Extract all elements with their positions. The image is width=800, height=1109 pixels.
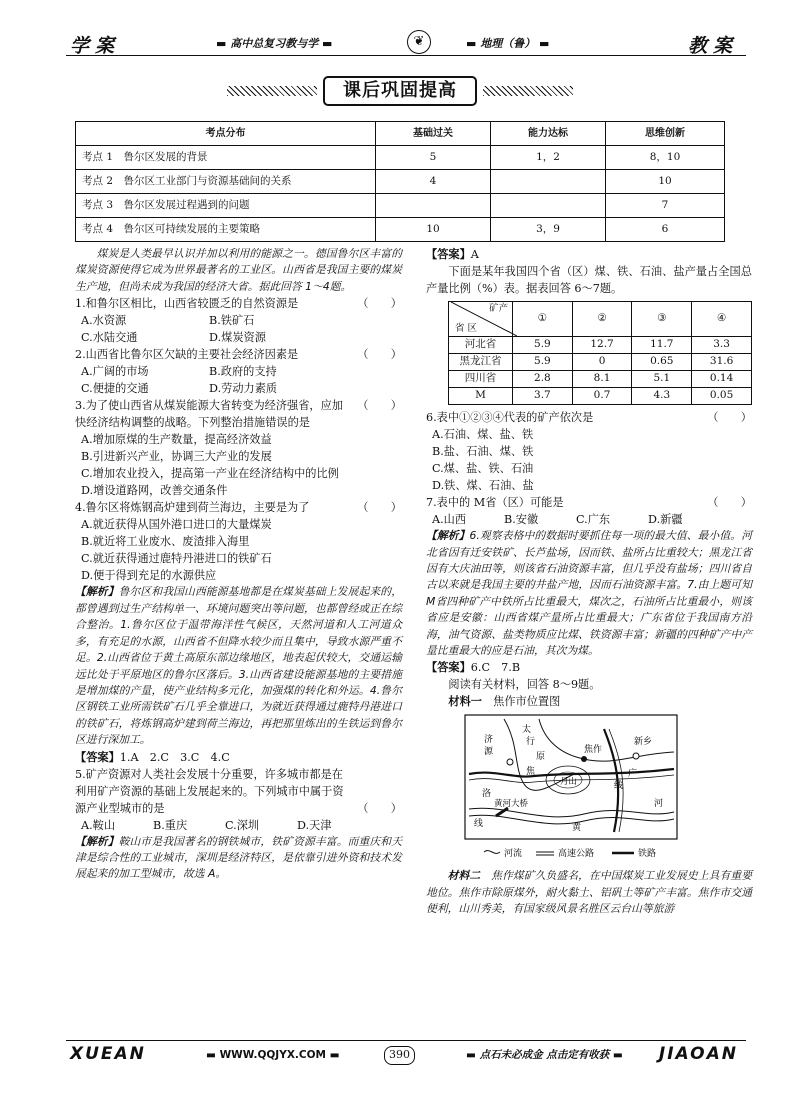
table-cell: 考点 2 鲁尔区工业部门与资源基础间的关系 [76,170,376,194]
corner-label-top: 矿产 [489,303,509,315]
answer-6-7 [426,659,752,676]
book-logo-icon: ❦ [407,30,431,54]
table-cell: 12.7 [572,337,632,354]
table-cell: M [449,388,513,405]
answer-blank: （ ） [707,496,752,510]
svg-text:黄河大桥: 黄河大桥 [494,799,529,810]
header-left-brand: 学案 [70,35,121,57]
option: B.盐、石油、煤、铁 [432,445,534,459]
footer-slogan: ▬ 点石未必成金 点击定有收获 ▬ [466,1049,623,1061]
answer-blank: （ ） [357,399,402,413]
left-column [75,246,402,883]
answer-blank: （ ） [707,411,752,425]
option: B.铁矿石 [209,314,255,328]
footer-left-brand: XUEAN [70,1044,146,1064]
option: A.水资源 [81,314,127,328]
material-title: 焦作市位置图 [493,695,561,709]
table-row [76,218,725,242]
question-text: 6.表中①②③④代表的矿产依次是 [426,411,594,425]
answer-blank: （ ） [357,297,402,311]
svg-text:洛: 洛 [482,789,492,800]
option: C.广东 [576,513,611,527]
page-header [66,30,746,62]
question-4 [75,499,402,516]
table-cell: 2.8 [513,371,573,388]
table-header: ③ [632,302,692,337]
table-row [449,354,752,371]
svg-text:焦作: 焦作 [584,745,603,756]
knowledge-point-table [75,121,725,242]
option: D.天津 [297,818,332,832]
explanation-tag: 【解析】 [75,585,119,599]
table-header: ② [572,302,632,337]
svg-text:行: 行 [526,737,536,748]
table-cell: 8，10 [606,146,725,170]
intro-passage-2: 下面是某年我国四个省（区）煤、铁、石油、盐产量占全国总产量比例（%）表。据表回答 6～7题。 [426,265,752,296]
footer-rule [66,1040,746,1041]
table-header: 基础过关 [376,122,491,146]
page-number: 390 [384,1046,415,1065]
option: C.增加农业投入，提高第一产业在经济结构中的比例 [81,467,339,481]
section-banner [227,76,573,106]
options [75,363,402,380]
option: A.山西 [432,513,467,527]
table-cell: 5.1 [632,371,692,388]
question-text: 4.鲁尔区将炼钢高炉建到荷兰海边，主要是为了 [75,501,310,515]
option: C.便捷的交通 [81,382,149,396]
table-cell: 0 [572,354,632,371]
intro-passage-3: 阅读有关材料，回答 8～9题。 [448,678,601,692]
table-row [76,194,725,218]
option: B.政府的支持 [209,365,277,379]
table-header: ① [513,302,573,337]
footer-url: ▬ WWW.QQJYX.COM ▬ [206,1049,340,1061]
option: D.劳动力素质 [209,382,278,396]
table-header: 思维创新 [606,122,725,146]
option: A.就近获得从国外港口进口的大量煤炭 [81,518,272,532]
table-cell: 考点 4 鲁尔区可持续发展的主要策略 [76,218,376,242]
table-cell: 6 [606,218,725,242]
question-1 [75,295,402,312]
option: A.增加原煤的生产数量，提高经济效益 [81,433,272,447]
mineral-table [448,301,752,405]
page-footer [66,1040,746,1070]
option: C.深圳 [225,818,260,832]
table-cell: 3.7 [513,388,573,405]
svg-text:河流: 河流 [504,849,523,860]
diagonal-header-cell [449,302,513,337]
table-cell: 7 [606,194,725,218]
table-cell: 0.65 [632,354,692,371]
table-cell: 10 [376,218,491,242]
options [75,817,402,834]
corner-label-bottom: 省 区 [455,322,478,334]
answer-text: A [470,248,479,261]
svg-text:河: 河 [654,799,664,810]
intro-passage: 煤炭是人类最早认识并加以利用的能源之一。德国鲁尔区丰富的煤炭资源使得它成为世界最著名的工业区。山西省是我国主要的煤炭生产地，但尚未成为我国的经济大省。据此回答 1～4题。 [75,247,402,293]
table-cell: 31.6 [692,354,752,371]
explanation-text: 6.观察表格中的数据时要抓住每一项的最大值、最小值。河北省因有迁安铁矿、长芦盐场，因而铁、盐所占比重较大；黑龙江省因有大庆油田等，则该省石油资源丰富，但几乎没有盐场；四川省自古以来就是我国主要的井盐产地，因而石油资源丰富。7.由上题可知 M省四种矿产中铁所占比重最大，煤次之，石油所占比重最小，则该省应是安徽：山西省煤产量所占比重最大；广东省位于我国南方沿海，油气资源、盐类物质应比煤、铁资源丰富；新疆的四种矿产中产量比重最大的应是石油，其次为煤。 [426,529,752,657]
table-cell: 5.9 [513,337,573,354]
option: D.增设道路网，改善交通条件 [81,484,228,498]
option: B.引进新兴产业，协调三大产业的发展 [81,450,272,464]
svg-text:原: 原 [536,752,546,763]
table-header-row [449,302,752,337]
table-cell: 4 [376,170,491,194]
table-cell: 3，9 [491,218,606,242]
table-cell: 1，2 [491,146,606,170]
option: D.新疆 [648,513,683,527]
table-cell [491,170,606,194]
table-cell [491,194,606,218]
table-header: 能力达标 [491,122,606,146]
option: C.就近获得通过鹿特丹港进口的铁矿石 [81,552,272,566]
explanation-5 [75,834,402,883]
explanation-text: 鞍山市是我国著名的钢铁城市，铁矿资源丰富。而重庆和天津是综合性的工业城市，深圳是经济特区，是依靠引进外资和技术发展起来的加工型城市，故选 A。 [75,834,403,881]
option: D.便于得到充足的水源供应 [81,569,217,583]
table-header: 考点分布 [76,122,376,146]
table-cell: 5 [376,146,491,170]
table-cell: 四川省 [449,371,513,388]
option: A.石油、煤、盐、铁 [432,428,534,442]
option: C.水陆交通 [81,331,138,345]
question-text: 1.和鲁尔区相比，山西省较匮乏的自然资源是 [75,297,299,311]
options [75,380,402,397]
table-row [76,146,725,170]
right-column [426,246,752,918]
header-rule [66,55,746,56]
table-cell: 黑龙江省 [449,354,513,371]
option: B.就近将工业废水、废渣排入海里 [81,535,250,549]
table-row [449,388,752,405]
question-2 [75,346,402,363]
table-cell [376,194,491,218]
options [75,312,402,329]
table-cell: 8.1 [572,371,632,388]
svg-text:源: 源 [484,747,494,758]
option: B.安徽 [504,513,539,527]
answer-1-4 [75,749,402,766]
header-subject: ▬ 地理（鲁） ▬ [466,37,550,50]
header-series-title: ▬ 高中总复习教与学 ▬ [216,37,333,50]
table-row [449,371,752,388]
option: A.鞍山 [81,818,116,832]
banner-hatch-left [227,86,317,96]
section-title: 课后巩固提高 [323,76,477,106]
question-text: 2.山西省比鲁尔区欠缺的主要社会经济因素是 [75,348,299,362]
svg-text:线: 线 [474,819,484,830]
answer-text: 1.A 2.C 3.C 4.C [119,750,230,764]
svg-text:黄: 黄 [572,823,582,834]
question-text: 5.矿产资源对人类社会发展十分重要，许多城市都是在利用矿产资源的基础上发展起来的。下列城市中属于资源产业型城市的是 [75,767,344,815]
option: C.煤、盐、铁、石油 [432,462,534,476]
options [426,511,752,528]
table-cell: 0.05 [692,388,752,405]
header-right-brand: 教案 [687,35,738,57]
svg-text:线: 线 [614,781,624,792]
option: D.煤炭资源 [209,331,266,345]
banner-hatch-right [483,86,573,96]
map-graphic [464,714,678,864]
explanation-6-7 [426,528,752,659]
question-3 [75,397,402,431]
table-row [76,170,725,194]
answer-blank: （ ） [357,801,402,815]
svg-text:济: 济 [484,735,494,746]
question-7 [426,494,752,511]
svg-text:广: 广 [628,769,638,780]
option: D.铁、煤、石油、盐 [432,479,534,493]
answer-tag: 【答案】 [426,248,471,261]
table-cell: 考点 3 鲁尔区发展过程遇到的问题 [76,194,376,218]
question-5 [75,766,402,817]
table-cell: 10 [606,170,725,194]
table-cell: 考点 1 鲁尔区发展的背景 [76,146,376,170]
table-cell: 4.3 [632,388,692,405]
answer-5 [426,246,752,263]
question-text: 7.表中的 M省（区）可能是 [426,496,564,510]
table-cell: 河北省 [449,337,513,354]
table-header-row [76,122,725,146]
svg-text:太: 太 [522,725,532,736]
svg-text:月山: 月山 [560,777,578,788]
answer-tag: 【答案】 [75,750,120,764]
svg-text:高速公路: 高速公路 [558,849,595,860]
material-label: 材料一 [448,695,482,709]
answer-tag: 【答案】 [426,661,471,675]
footer-right-brand: JIAOAN [658,1044,738,1064]
svg-text:新乡: 新乡 [634,737,653,748]
table-cell: 0.7 [572,388,632,405]
option: A.广阔的市场 [81,365,149,379]
material-1-caption [426,693,752,710]
table-cell: 11.7 [632,337,692,354]
table-cell: 0.14 [692,371,752,388]
table-header: ④ [692,302,752,337]
material-2 [426,868,752,917]
answer-blank: （ ） [357,348,402,362]
material-text: 焦作煤矿久负盛名，在中国煤炭工业发展史上具有重要地位。焦作市除原煤外，耐火黏土、铝矾土等矿产丰富。焦作市交通便利，山川秀美，有国家级风景名胜区云台山等旅游 [426,869,753,916]
options [75,329,402,346]
explanation-tag: 【解析】 [426,529,470,543]
answer-blank: （ ） [357,501,402,515]
table-cell: 3.3 [692,337,752,354]
option: B.重庆 [153,818,188,832]
question-text: 3.为了使山西省从煤炭能源大省转变为经济强省，应加快经济结构调整的战略。下列整治措施错误的是 [75,399,343,430]
svg-text:焦: 焦 [526,767,536,778]
svg-text:铁路: 铁路 [638,849,657,860]
explanation-1-4 [75,584,402,748]
explanation-tag: 【解析】 [75,834,119,848]
jiaozuo-location-map [464,714,678,864]
answer-text: 6.C 7.B [470,661,521,675]
question-6 [426,409,752,426]
table-row [449,337,752,354]
material-label: 材料二 [447,869,481,883]
explanation-text: 鲁尔区和我国山西能源基地都是在煤炭基础上发展起来的，都曾遇到过生产结构单一、环境问题突出等问题，也都曾经或正在综合整治。1.鲁尔区位于温带海洋性气候区，天然河道和人工河道众多，有充足的水源，山西省不但降水较少而且集中，导致水源严重不足。2.山西省位于黄土高原东部边缘地区，地表起伏较大，交通运输远比处于平原地区的鲁尔区落后。3.山西省建设能源基地的主要措施是增加煤的产量，使产业结构多元化，加强煤的转化和外运。4.鲁尔区钢铁工业所需铁矿石几乎全靠进口，为就近获得通过鹿特丹港进口的铁矿石，将炼钢高炉建到荷兰海边，再把那里炼出的生铁运到鲁尔区进行深加工。 [75,585,403,747]
table-cell: 5.9 [513,354,573,371]
